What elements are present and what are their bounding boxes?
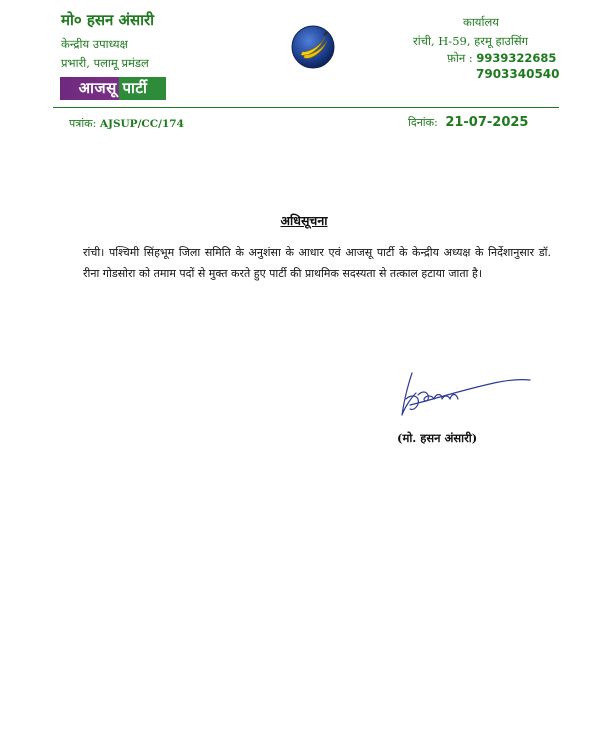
header-divider (53, 107, 559, 108)
phone-label: फ़ोन : (447, 51, 473, 65)
party-logo: आजसू पार्टी (60, 77, 166, 100)
phone-number-1: 9939322685 (476, 51, 557, 65)
letter-date (408, 115, 528, 130)
sender-name: मो० हसन अंसारी (61, 11, 155, 29)
phone-number-2: 7903340540 (476, 67, 560, 81)
notice-heading-text: अधिसूचना (280, 213, 328, 228)
notice-heading (0, 212, 608, 229)
date-label: दिनांक: (408, 116, 438, 129)
banana-emblem-icon (291, 25, 335, 69)
reference-value: AJSUP/CC/174 (99, 118, 184, 130)
handwritten-signature (398, 365, 533, 420)
date-value: 21-07-2025 (445, 115, 529, 130)
office-address: रांची, H-59, हरमू हाउसिंग (413, 34, 529, 48)
designation-line-2: प्रभारी, पलामू प्रमंडल (61, 56, 149, 70)
signatory-name: (मो. हसन अंसारी) (397, 431, 478, 445)
reference-label: पत्रांक: (69, 117, 97, 130)
reference-number (69, 116, 184, 131)
notice-body: रांची। पश्चिमी सिंहभूम जिला समिति के अनुशंसा के आधार एवं आजसू पार्टी के केन्द्रीय अध्यक्ष के निर्देशानुसार डॉ. रीना गोडसोरा को तमाम पदों से मुक्त करते हुए पार्टी की प्राथमिक सदस्यता से तत्काल हटाया जाता है। (83, 246, 551, 280)
designation-line-1: केन्द्रीय उपाध्यक्ष (61, 37, 128, 51)
phone-line (447, 51, 556, 66)
office-title: कार्यालय (463, 15, 499, 29)
